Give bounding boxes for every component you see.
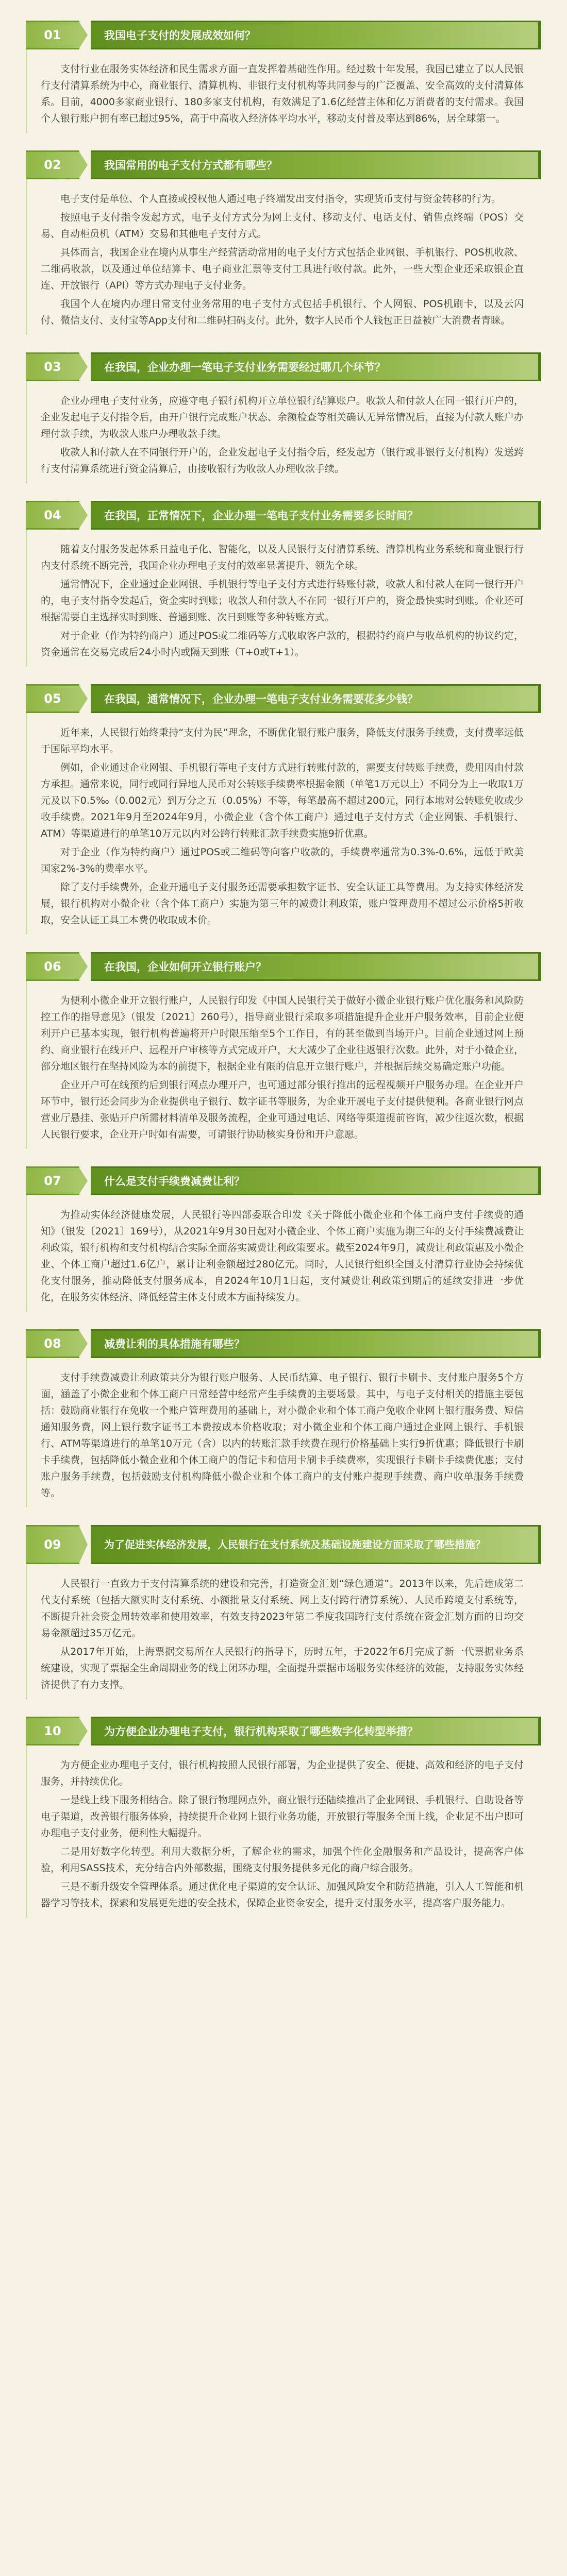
section-question-title: 在我国，企业办理一笔电子支付业务需要经过哪几个环节？ <box>91 352 541 381</box>
section-number: 10 <box>26 1717 79 1745</box>
section-question-title: 为了促进实体经济发展，人民银行在支付系统及基础设施建设方面采取了哪些措施？ <box>91 1525 541 1564</box>
section-header <box>26 352 541 381</box>
section-number: 05 <box>26 684 79 713</box>
answer-paragraph: 人民银行一直致力于支付清算系统的建设和完善，打造资金汇划“绿色通道”。2013年以来，先后建成第二代支付系统（包括大额实时支付系统、小额批量支付系统、网上支付跨行清算系统）、人民币跨境支付系统等，不断提升社会资金周转效率和使用效率，有效支持2023年第二季度我国跨行支付系统在资金汇划方面的日均交易金额超过35万亿元。 <box>41 1578 524 1639</box>
answer-paragraph: 企业开户可在线预约后到银行网点办理开户，也可通过部分银行推出的远程视频开户服务办理。在企业开户环节中，银行还会同步为企业提供电子银行、数字证书等服务，为企业开展电子支付提供便利。各商业银行网点营业厅悬挂、张贴开户所需材料清单及服务流程，企业可通过电话、网络等渠道提前咨询，减少往返次数，根据人民银行要求，企业开户时如有需要，可请银行协助核实身份和开户意愿。 <box>41 1079 524 1140</box>
answer-paragraph: 企业办理电子支付业务，应遵守电子银行机构开立单位银行结算账户。收款人和付款人在同一银行开户的，企业发起电子支付指令后，由开户银行完成账户状态、余额检查等相关确认无异常情况后，直接为付款人账户办理付款手续，为收款人账户办理收款手续。 <box>41 395 524 439</box>
answer-paragraph: 具体而言，我国企业在境内从事生产经营活动常用的电子支付方式包括企业网银、手机银行、POS机收款、二维码收款，以及通过单位结算卡、电子商业汇票等支付工具进行收付款。此外，一些大型企业还采取银企直连、开放银行（API）等方式办理电子支付业务。 <box>41 247 524 291</box>
section-header <box>26 684 541 713</box>
answer-paragraph: 对于企业（作为特约商户）通过POS或二维码等向客户收款的，手续费率通常为0.3%-0.6%，远低于欧美国家2%-3%的费率水平。 <box>41 846 524 874</box>
section-answer <box>27 179 541 335</box>
answer-paragraph: 收款人和付款人在不同银行开户的，企业发起电子支付指令后，经发起方（银行或非银行支付机构）发送跨行支付清算系统进行资金清算后，由接收银行为收款人办理收款手续。 <box>41 447 524 474</box>
answer-paragraph: 通常情况下，企业通过企业网银、手机银行等电子支付方式进行转账付款，收款人和付款人在同一银行开户的，电子支付指令发起后，资金实时到账；收款人和付款人不在同一银行开户的，资金最快实时到账。企业还可根据需要自主选择实时到账、普通到账、次日到账等多种转账方式。 <box>41 579 524 623</box>
section-number: 03 <box>26 352 79 381</box>
section-question-title: 在我国，通常情况下，企业办理一笔电子支付业务需要花多少钱？ <box>91 684 541 713</box>
section-answer <box>27 530 541 667</box>
faq-section-01 <box>26 21 541 133</box>
section-header <box>26 1166 541 1195</box>
section-header <box>26 150 541 179</box>
section-header <box>26 1329 541 1358</box>
section-question-title: 在我国，企业如何开立银行账户？ <box>91 952 541 981</box>
section-number: 02 <box>26 150 79 179</box>
answer-paragraph: 按照电子支付指令发起方式，电子支付方式分为网上支付、移动支付、电话支付、销售点终端（POS）交易、自动柜员机（ATM）交易和其他电子支付方式。 <box>41 212 524 240</box>
answer-paragraph: 为推动实体经济健康发展，人民银行等四部委联合印发《关于降低小微企业和个体工商户支付手续费的通知》（银发〔2021〕169号），从2021年9月30日起对小微企业、个体工商户实施为期三年的支付手续费减费让利政策，银行机构和支付机构结合实际全面落实减费让利政策要求。截至2024年9月，减费让利政策惠及小微企业、个体工商户超过1.6亿户，累计让利金额超过280亿元。同时，人民银行组织全国支付清算行业协会持续优化支付服务，推动降低支付服务成本，自2024年10月1日起，支付减费让利政策到期后的延续安排进一步优化，在服务实体经济、降低经营主体支付成本方面持续发力。 <box>41 1209 524 1303</box>
answer-paragraph: 二是用好数字化转型。利用大数据分析，了解企业的需求，加强个性化金融服务和产品设计，提高客户体验，利用SASS技术，充分结合内外部数据，围绕支付服务提供多元化的商户综合服务。 <box>41 1846 524 1874</box>
section-question-title: 在我国，正常情况下，企业办理一笔电子支付业务需要多长时间？ <box>91 501 541 530</box>
section-number: 04 <box>26 501 79 530</box>
section-number: 08 <box>26 1329 79 1358</box>
faq-section-06 <box>26 952 541 1149</box>
section-header <box>26 21 541 49</box>
answer-paragraph: 随着支付服务发起体系日益电子化、智能化，以及人民银行支付清算系统、清算机构业务系统和商业银行行内支付系统不断完善，我国企业办理电子支付的效率显著提升、领先全球。 <box>41 544 524 571</box>
faq-section-08 <box>26 1329 541 1507</box>
answer-paragraph: 例如，企业通过企业网银、手机银行等电子支付方式进行转账付款的，需要支付转账手续费，费用因由付款方承担。通常来说，同行或同行异地人民币对公转账手续费率根据金额（单笔1万元以上）不同分为上一收取1万元及以下0.5‰（0.002元）到万分之五（0.05%）不等，每笔最高不超过200元，同行本地对公转账免收或少收手续费。2021年9月至2024年9月，小微企业（含个体工商户）通过电子支付方式（企业网银、手机银行、ATM）等渠道进行的单笔10万元以内对公跨行转账汇款手续费实施9折优惠。 <box>41 762 524 839</box>
section-question-title: 我国常用的电子支付方式都有哪些？ <box>91 150 541 179</box>
section-number: 09 <box>26 1525 79 1564</box>
answer-paragraph: 对于企业（作为特约商户）通过POS或二维码等方式收取客户款的，根据特约商户与收单机构的协议约定，资金通常在交易完成后24小时内或隔天到账（T+0或T+1）。 <box>41 630 524 658</box>
answer-paragraph: 为方便企业办理电子支付，银行机构按照人民银行部署，为企业提供了安全、便捷、高效和经济的电子支付服务，并持续优化。 <box>41 1759 524 1787</box>
faq-section-04 <box>26 501 541 667</box>
faq-section-07 <box>26 1166 541 1312</box>
section-answer <box>27 1745 541 1918</box>
answer-paragraph: 近年来，人民银行始终秉持“支付为民”理念，不断优化银行账户服务，降低支付服务手续费，支付费率远低于国际平均水平。 <box>41 727 524 755</box>
answer-paragraph: 我国个人在境内办理日常支付业务常用的电子支付方式包括手机银行、个人网银、POS机刷卡，以及云闪付、微信支付、支付宝等App支付和二维码扫码支付。此外，数字人民币个人钱包正日益被广大消费者青睐。 <box>41 298 524 326</box>
section-number: 07 <box>26 1166 79 1195</box>
section-header <box>26 1717 541 1745</box>
section-header <box>26 501 541 530</box>
faq-section-03 <box>26 352 541 483</box>
faq-section-02 <box>26 150 541 335</box>
answer-paragraph: 支付手续费减费让利政策共分为银行账户服务、人民币结算、电子银行、银行卡刷卡、支付账户服务5个方面，涵盖了小微企业和个体工商户日常经营中经常产生手续费的主要场景。其中，与电子支付相关的措施主要包括：鼓励商业银行在免收一个账户管理费用的基础上，对小微企业和个体工商户免收企业网上银行服务费、短信通知服务费，网上银行数字证书工本费按成本价格收取；对小微企业和个体工商户通过企业网上银行、手机银行、ATM等渠道进行的单笔10万元（含）以内的转账汇款手续费在现行价格基础上实行9折优惠；降低银行卡刷卡手续费，包括降低小微企业和个体工商户的借记卡和信用卡刷卡手续费率，实现银行卡刷卡手续费优惠；支付账户服务手续费，包括鼓励支付机构降低小微企业和个体工商户的支付账户提现手续费、商户收单服务手续费等。 <box>41 1372 524 1499</box>
faq-section-10 <box>26 1717 541 1918</box>
answer-paragraph: 电子支付是单位、个人直接或授权他人通过电子终端发出支付指令，实现货币支付与资金转移的行为。 <box>60 193 502 205</box>
section-question-title: 为方便企业办理电子支付，银行机构采取了哪些数字化转型举措？ <box>91 1717 541 1745</box>
section-header <box>26 952 541 981</box>
faq-section-05 <box>26 684 541 935</box>
section-question-title: 减费让利的具体措施有哪些？ <box>91 1329 541 1358</box>
answer-paragraph: 除了支付手续费外，企业开通电子支付服务还需要承担数字证书、安全认证工具等费用。为支持实体经济发展，银行机构对小微企业（含个体工商户）实施为第三年的减费让利政策，账户管理费用不超过公示价格5折收取，安全认证工具工本费仍收取成本价。 <box>41 882 524 926</box>
answer-paragraph: 从2017年开始，上海票据交易所在人民银行的指导下，历时五年，于2022年6月完成了新一代票据业务系统建设，实现了票据全生命周期业务的线上闭环办理，全面提升票据市场服务实体经济的效能，支持服务实体经济提供了有力支撑。 <box>41 1646 524 1690</box>
section-answer <box>27 49 541 133</box>
section-number: 06 <box>26 952 79 981</box>
section-number: 01 <box>26 21 79 49</box>
answer-paragraph: 三是不断升级安全管理体系。通过优化电子渠道的安全认证、加强风险安全和防范措施，引入人工智能和机器学习等技术，探索和发展更先进的安全技术，保障企业资金安全，提升支付服务水平，提高客户服务能力。 <box>41 1881 524 1909</box>
answer-paragraph: 支付行业在服务实体经济和民生需求方面一直发挥着基础性作用。经过数十年发展，我国已建立了以人民银行支付清算系统为中心，商业银行、清算机构、非银行支付机构等共同参与的广泛覆盖、安全高效的支付清算体系。目前，4000多家商业银行、180多家支付机构，有效满足了1.6亿经营主体和亿万消费者的支付需求。我国个人银行账户拥有率已超过95%，高于中高收入经济体平均水平，移动支付普及率达到86%，居全球第一。 <box>41 63 524 124</box>
section-question-title: 什么是支付手续费减费让利？ <box>91 1166 541 1195</box>
section-answer <box>27 1564 541 1699</box>
answer-paragraph: 为便利小微企业开立银行账户，人民银行印发《中国人民银行关于做好小微企业银行账户优化服务和风险防控工作的指导意见》（银发〔2021〕260号），指导商业银行采取多项措施提升企业开户服务效率，目前企业便利开户已基本实现，银行机构普遍将开户时限压缩至5个工作日，有的甚至做到当场开户。目前企业通过网上预约、商业银行在线开户、远程开户审核等方式完成开户，大大减少了企业往返银行次数。此外，对于小微企业，部分地区银行在坚持风险为本的前提下，根据企业有限的信息开立银行账户，并根据后续交易确定账户功能。 <box>41 995 524 1072</box>
section-answer <box>27 981 541 1149</box>
faq-section-09 <box>26 1525 541 1699</box>
answer-paragraph: 一是线上线下服务相结合。除了银行物理网点外，商业银行还陆续推出了企业网银、手机银行、自助设备等电子渠道，改善银行服务体验，持续提升企业网上银行业务功能，开放银行等服务全面上线，企业足不出户即可办理电子支付业务，便利性大幅提升。 <box>41 1794 524 1839</box>
section-answer <box>27 1195 541 1312</box>
section-answer <box>27 713 541 935</box>
section-answer <box>27 381 541 483</box>
section-question-title: 我国电子支付的发展成效如何？ <box>91 21 541 49</box>
section-answer <box>27 1358 541 1507</box>
section-header <box>26 1525 541 1564</box>
